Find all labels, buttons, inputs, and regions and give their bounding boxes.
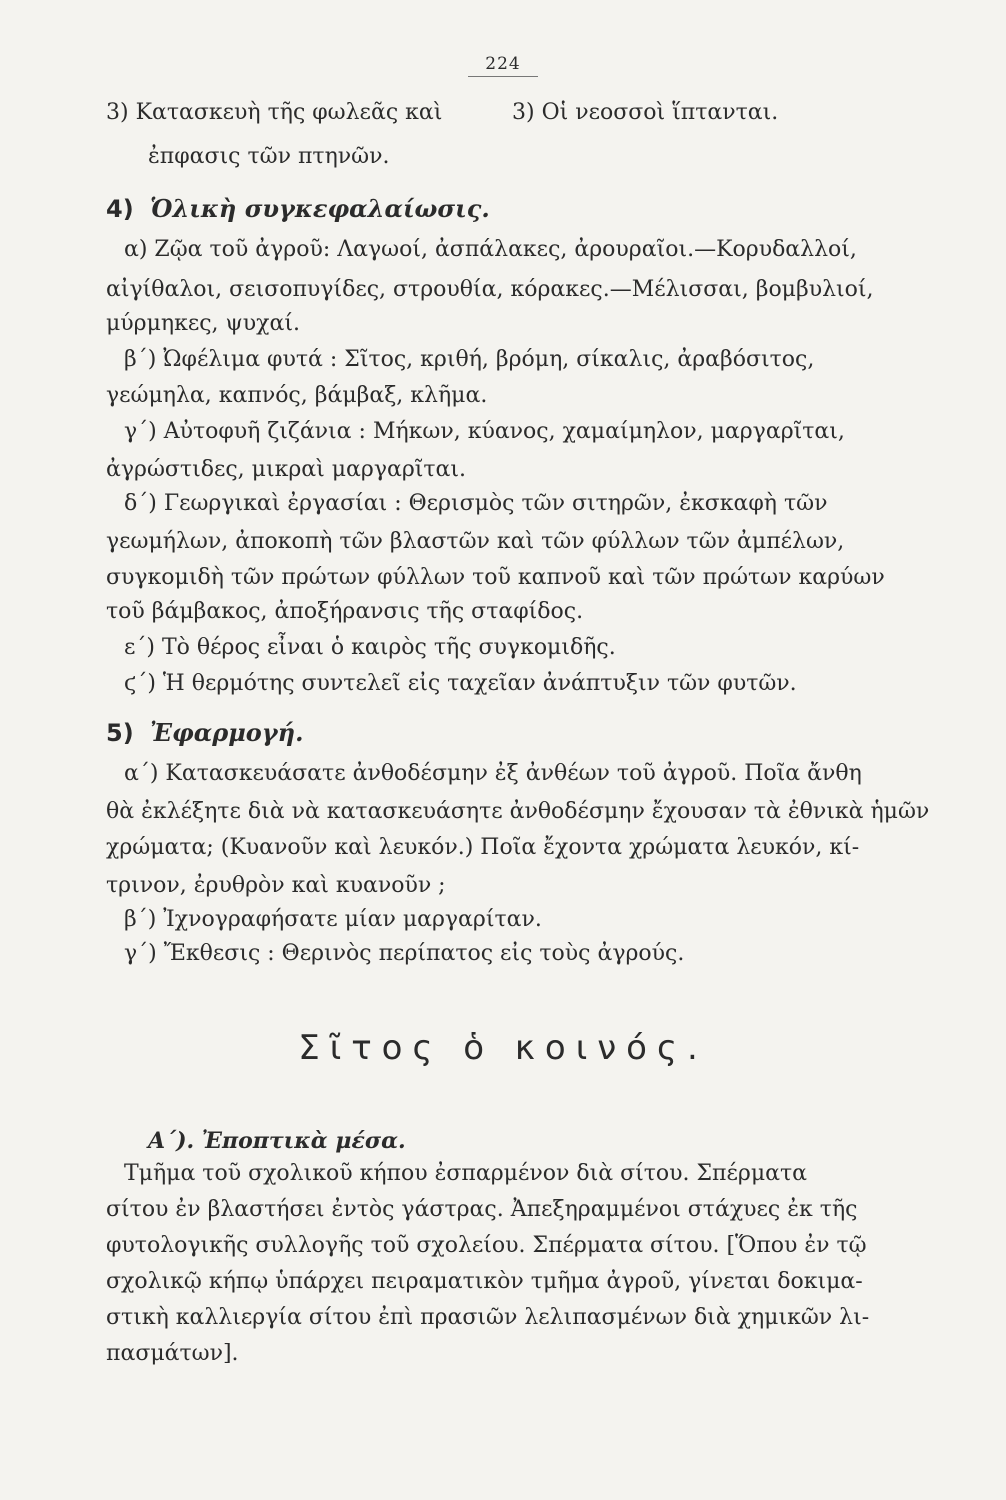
paragraph-line: μύρμηκες, ψυχαί. [106,311,300,336]
section-title: Ὁλικὴ συγκεφαλαίωσις. [150,194,490,223]
paragraph-line: τρινον, ἐρυθρὸν καὶ κυανοῦν ; [106,873,446,898]
paragraph-line: στικὴ καλλιεργία σίτου ἐπὶ πρασιῶν λελιπασμένων διὰ χημικῶν λι- [106,1305,870,1330]
paragraph-line: συγκομιδὴ τῶν πρώτων φύλλων τοῦ καπνοῦ καὶ τῶν πρώτων καρύων [106,565,885,590]
subsection-heading: Α΄). Ἐποπτικὰ μέσα. [148,1128,406,1154]
section-number: 5) [106,719,134,747]
section-number: 4) [106,195,134,223]
paragraph-line: σχολικῷ κήπῳ ὑπάρχει πειραματικὸν τμῆμα ἀγροῦ, γίνεται δοκιμα- [106,1269,863,1294]
section-4-heading [106,194,490,223]
paragraph-line: θὰ ἐκλέξητε διὰ νὰ κατασκευάσητε ἀνθοδέσμην ἔχουσαν τὰ ἐθνικὰ ἡμῶν [106,799,930,824]
chapter-title: Σῖτος ὁ κοινός. [298,1028,708,1068]
paragraph-line: β΄) Ὠφέλιμα φυτά : Σῖτος, κριθή, βρόμη, σίκαλις, ἀραβόσιτος, [124,347,815,372]
paragraph-line: ϛ΄) Ἡ θερμότης συντελεῖ εἰς ταχεῖαν ἀνάπτυξιν τῶν φυτῶν. [124,671,797,696]
paragraph-line: πασμάτων]. [106,1341,239,1366]
item-3-left: 3) Κατασκευὴ τῆς φωλεᾶς καὶ [106,100,443,125]
item-3-continuation: ἐπφασις τῶν πτηνῶν. [148,144,390,169]
paragraph-line: β΄) Ἰχνογραφήσατε μίαν μαργαρίταν. [124,907,542,932]
paragraph-line: γεώμηλα, καπνός, βάμβαξ, κλῆμα. [106,383,488,408]
paragraph-line: α) Ζῷα τοῦ ἀγροῦ: Λαγωοί, ἀσπάλακες, ἀρουραῖοι.—Κορυδαλλοί, [124,237,857,262]
section-title: Ἐφαρμογή. [150,718,304,747]
item-3-right: 3) Οἱ νεοσσοὶ ἵπτανται. [512,100,779,125]
page-number: 224 [468,54,538,77]
paragraph-line: φυτολογικῆς συλλογῆς τοῦ σχολείου. Σπέρματα σίτου. [Ὅπου ἐν τῷ [106,1233,867,1258]
paragraph-line: γ΄) Ἔκθεσις : Θερινὸς περίπατος εἰς τοὺς ἀγρούς. [124,941,685,966]
paragraph-line: ἀγρώστιδες, μικραὶ μαργαρῖται. [106,457,467,482]
section-5-heading [106,718,303,747]
paragraph-line: χρώματα; (Κυανοῦν καὶ λευκόν.) Ποῖα ἔχοντα χρώματα λευκόν, κί- [106,835,860,860]
paragraph-line: γ΄) Αὐτοφυῆ ζιζάνια : Μήκων, κύανος, χαμαίμηλον, μαργαρῖται, [124,419,845,444]
paragraph-line: γεωμήλων, ἀποκοπὴ τῶν βλαστῶν καὶ τῶν φύλλων τῶν ἀμπέλων, [106,529,845,554]
paragraph-line: Τμῆμα τοῦ σχολικοῦ κήπου ἐσπαρμένον διὰ σίτου. Σπέρματα [124,1161,808,1186]
paragraph-line: α΄) Κατασκευάσατε ἀνθοδέσμην ἐξ ἀνθέων τοῦ ἀγροῦ. Ποῖα ἄνθη [124,761,862,786]
paragraph-line: ε΄) Τὸ θέρος εἶναι ὁ καιρὸς τῆς συγκομιδῆς. [124,635,616,660]
paragraph-line: δ΄) Γεωργικαὶ ἐργασίαι : Θερισμὸς τῶν σιτηρῶν, ἐκσκαφὴ τῶν [124,491,828,516]
paragraph-line: σίτου ἐν βλαστήσει ἐντὸς γάστρας. Ἀπεξηραμμένοι στάχυες ἐκ τῆς [106,1197,858,1222]
paragraph-line: αἰγίθαλοι, σεισοπυγίδες, στρουθία, κόρακες.—Μέλισσαι, βομβυλιοί, [106,277,874,302]
paragraph-line: τοῦ βάμβακος, ἀποξήρανσις τῆς σταφίδος. [106,599,584,624]
